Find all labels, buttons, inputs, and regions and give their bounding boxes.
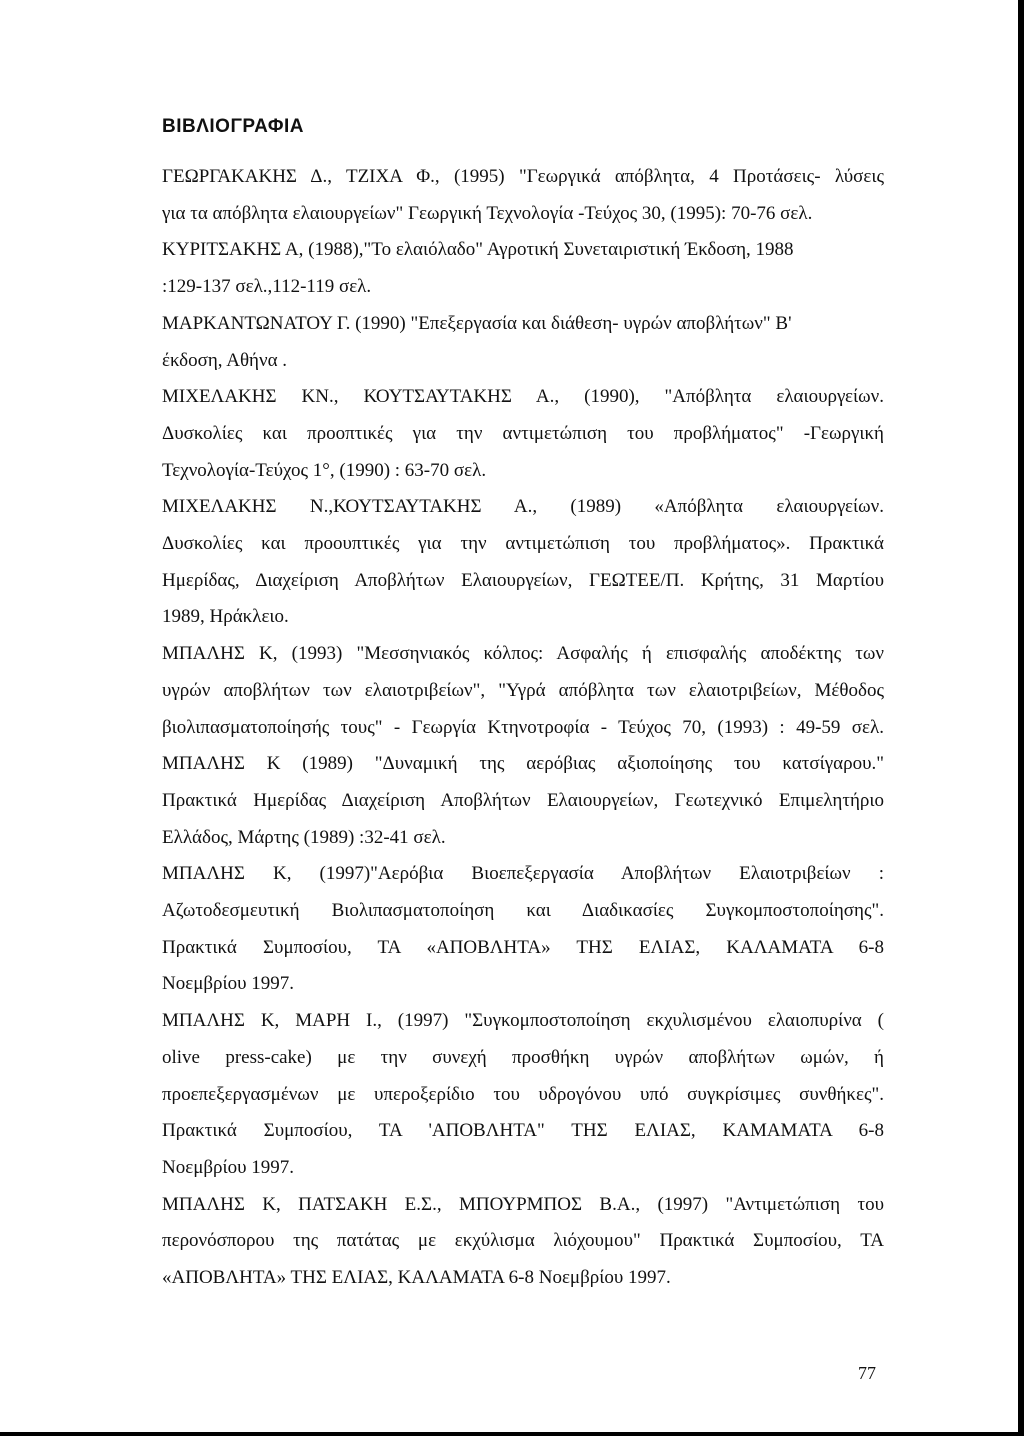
bibliography-line: ΜΠΑΛΗΣ Κ (1989) "Δυναμική της αερόβιας αξιοποίησης του κατσίγαρου." [162, 753, 884, 774]
bibliography-line: Ημερίδας, Διαχείριση Αποβλήτων Ελαιουργείων, ΓΕΩΤΕΕ/Π. Κρήτης, 31 Μαρτίου [162, 570, 884, 591]
bibliography-line: ΜΙΧΕΛΑΚΗΣ Ν.,ΚΟΥΤΣΑΥΤΑΚΗΣ Α., (1989) «Απόβλητα ελαιουργείων. [162, 496, 884, 517]
bibliography-line: ΜΑΡΚΑΝΤΩΝΑΤΟΥ Γ. (1990) "Επεξεργασία και διάθεση- υγρών αποβλήτων" Β' [162, 313, 792, 334]
bibliography-line: :129-137 σελ.,112-119 σελ. [162, 276, 372, 297]
bibliography-line: έκδοση, Αθήνα . [162, 350, 288, 371]
bibliography-line: ΜΙΧΕΛΑΚΗΣ ΚΝ., ΚΟΥΤΣΑΥΤΑΚΗΣ Α., (1990), "Απόβλητα ελαιουργείων. [162, 386, 884, 407]
bibliography-line: Αζωτοδεσμευτική Βιολιπασματοποίηση και Διαδικασίες Συγκομποστοποίησης". [162, 900, 884, 921]
bibliography-line: προεπεξεργασμένων με υπεροξερίδιο του υδρογόνου υπό συγκρίσιμες συνθήκες". [162, 1084, 884, 1105]
bibliography-line: ΜΠΑΛΗΣ Κ, (1993) "Μεσσηνιακός κόλπος: Ασφαλής ή επισφαλής αποδέκτης των [162, 643, 884, 664]
bibliography-line: Δυσκολίες και προουπτικές για την αντιμετώπιση του προβλήματος». Πρακτικά [162, 533, 884, 554]
page-number: 77 [858, 1363, 876, 1383]
bibliography-line: Ελλάδος, Μάρτης (1989) :32-41 σελ. [162, 827, 446, 848]
bibliography-line: Τεχνολογία-Τεύχος 1°, (1990) : 63-70 σελ. [162, 460, 487, 481]
bibliography-line: olive press-cake) με την συνεχή προσθήκη υγρών αποβλήτων ωμών, ή [162, 1047, 884, 1068]
bibliography-line: Πρακτικά Συμποσίου, ΤΑ «ΑΠΟΒΛΗΤΑ» ΤΗΣ ΕΛΙΑΣ, ΚΑΛΑΜΑΤΑ 6-8 [162, 937, 884, 958]
bibliography-line: ΚΥΡΙΤΣΑΚΗΣ Α, (1988),"Το ελαιόλαδο" Αγροτική Συνεταιριστική Έκδοση, 1988 [162, 239, 794, 260]
bibliography-line: Νοεμβρίου 1997. [162, 973, 295, 994]
bibliography-line: περονόσπορου της πατάτας με εκχύλισμα λιόχουμου" Πρακτικά Συμποσίου, ΤΑ [162, 1230, 884, 1251]
bibliography-line: «ΑΠΟΒΛΗΤΑ» ΤΗΣ ΕΛΙΑΣ, ΚΑΛΑΜΑΤΑ 6-8 Νοεμβρίου 1997. [162, 1267, 671, 1288]
bibliography-line: Νοεμβρίου 1997. [162, 1157, 295, 1178]
bibliography-line: βιολιπασματοποίησής τους" - Γεωργία Κτηνοτροφία - Τεύχος 70, (1993) : 49-59 σελ. [162, 717, 884, 738]
bibliography-line: για τα απόβλητα ελαιουργείων" Γεωργική Τεχνολογία -Τεύχος 30, (1995): 70-76 σελ. [162, 203, 813, 224]
bibliography-line: Δυσκολίες και προοπτικές για την αντιμετώπιση του προβλήματος" -Γεωργική [162, 423, 884, 444]
page-heading: ΒΙΒΛΙΟΓΡΑΦΙΑ [162, 116, 304, 137]
bibliography-line: ΜΠΑΛΗΣ Κ, ΠΑΤΣΑΚΗ Ε.Σ., ΜΠΟΥΡΜΠΟΣ Β.Α., (1997) "Αντιμετώπιση του [162, 1194, 884, 1215]
bibliography-line: 1989, Ηράκλειο. [162, 606, 289, 627]
bibliography-line: ΜΠΑΛΗΣ Κ, (1997)"Αερόβια Βιοεπεξεργασία Αποβλήτων Ελαιοτριβείων : [162, 863, 884, 884]
bibliography-line: Πρακτικά Συμποσίου, ΤΑ 'ΑΠΟΒΛΗΤΑ" ΤΗΣ ΕΛΙΑΣ, ΚΑΜΑΜΑΤΑ 6-8 [162, 1120, 884, 1141]
bibliography-line: ΓΕΩΡΓΑΚΑΚΗΣ Δ., ΤΖΙΧΑ Φ., (1995) "Γεωργικά απόβλητα, 4 Προτάσεις- λύσεις [162, 166, 884, 187]
bibliography-line: Πρακτικά Ημερίδας Διαχείριση Αποβλήτων Ελαιουργείων, Γεωτεχνικό Επιμελητήριο [162, 790, 884, 811]
bibliography-line: υγρών αποβλήτων των ελαιοτριβείων", "Υγρά απόβλητα των ελαιοτριβείων, Μέθοδος [162, 680, 884, 701]
bibliography-line: ΜΠΑΛΗΣ Κ, ΜΑΡΗ Ι., (1997) "Συγκομποστοποίηση εκχυλισμένου ελαιοπυρίνα ( [162, 1010, 884, 1031]
